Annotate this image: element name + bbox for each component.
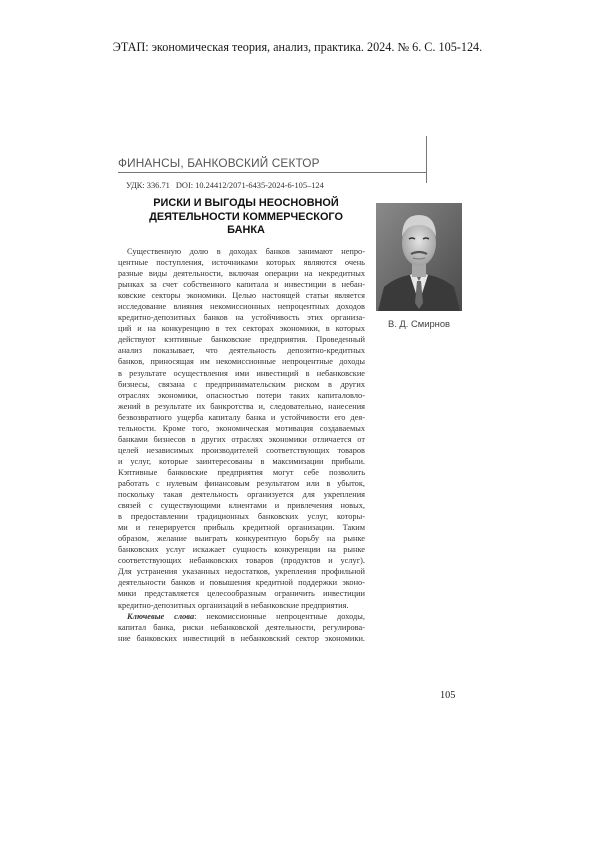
abstract-line: соответствующих небанковских товаров (продуктов и услуг).: [118, 556, 365, 566]
abstract-line: банковских услуг искажает сущность конкуренции на рынке: [118, 545, 365, 555]
keywords-label: Ключевые слова: [127, 611, 195, 621]
abstract-line: связей с существующими клиентами и привлечения новых,: [118, 501, 365, 511]
abstract-line: ковские секторы экономики. Целью настоящей статьи является: [118, 291, 365, 301]
section-rule: [118, 172, 427, 173]
abstract-line: Существенную долю в доходах банков занимают непро-: [127, 247, 365, 256]
udk-code: УДК: 336.71: [126, 181, 170, 190]
abstract-line: банков, приносящая им некомиссионные непроцентные доходы: [118, 357, 365, 367]
abstract-line: отраслях экономики, опасностью потери таких капиталовло-: [118, 390, 365, 400]
abstract-line: жений в результате их банкротства и, следовательно, нанесения: [118, 401, 365, 411]
udk-doi-line: [126, 181, 324, 190]
page-number: 105: [440, 690, 456, 701]
abstract-line: поскольку такая деятельность организуется для укрепления: [118, 490, 365, 500]
abstract-line: разные виды деятельности, включая операции на некредитных: [118, 269, 365, 279]
abstract-line: центные поступления, источниками которых являются очень: [118, 258, 365, 268]
author-photo: [376, 203, 462, 311]
section-title: ФИНАНСЫ, БАНКОВСКИЙ СЕКТОР: [118, 156, 320, 170]
abstract-line: кредитно-депозитных организаций в небанковские предприятия.: [118, 600, 349, 610]
running-header: ЭТАП: экономическая теория, анализ, практика. 2024. № 6. С. 105-124.: [112, 40, 483, 54]
abstract-line: образом, желание выиграть конкурентную борьбу на рынке: [118, 534, 365, 544]
article-title-line: ДЕЯТЕЛЬНОСТИ КОММЕРЧЕСКОГО: [149, 210, 343, 223]
abstract-line: тельности. Кроме того, экономическая мотивация создаваемых: [118, 423, 365, 433]
abstract-line: анализ показывает, что деятельность депозитно-кредитных: [118, 346, 365, 356]
keywords-line: [118, 611, 365, 622]
abstract-line: ций и на конкуренцию в тех секторах экономики, в которых: [118, 324, 365, 334]
abstract-line: в результате осуществления ими инвестиций в небанковские: [118, 368, 365, 378]
abstract-line: мики представляется целесообразным ограничить инвестиции: [118, 589, 365, 599]
abstract-line: целей независимых производителей соответствующих товаров: [118, 445, 365, 455]
abstract-line: бизнесы, связана с предпринимательским риском в других: [118, 379, 365, 389]
abstract-line: деятельности банков и повышения кредитной поддержки эконо-: [118, 578, 365, 588]
author-name: В. Д. Смирнов: [387, 318, 451, 329]
abstract-line: рынках за счет собственного капитала и инвестиции в небан-: [118, 280, 365, 290]
abstract-line: в предоставлении традиционных банковских услуг, которы-: [118, 512, 365, 522]
keywords-line: ние банковских инвестиций в небанковский сектор экономики.: [118, 633, 365, 643]
abstract-line: исследование влияния некомиссионных непроцентных доходов: [118, 302, 365, 312]
section-vertical-rule: [426, 136, 427, 183]
keywords-line: капитал банка, риски небанковской деятельности, регулирова-: [118, 622, 365, 632]
abstract-line: Кэптивные банковские предприятия могут себе позволить: [118, 467, 365, 477]
abstract-line: ми и генерируется прибыль кредитной организации. Таким: [118, 523, 365, 533]
article-title: [126, 197, 366, 238]
abstract-line: Для устранения указанных недостатков, укрепления профильной: [118, 567, 365, 577]
abstract-line: действуют кэптивные банковские предприятия. Проведенный: [118, 335, 365, 345]
article-title-line: РИСКИ И ВЫГОДЫ НЕОСНОВНОЙ: [153, 197, 339, 209]
abstract-line: и услуг, которые заинтересованы в максимизации прибыли.: [118, 456, 365, 466]
abstract-line: кредитно-депозитных банков на устойчивость этих организа-: [118, 313, 365, 323]
abstract-line: банками бизнесов в других отраслях экономики отличается от: [118, 434, 365, 444]
doi: DOI: 10.24412/2071-6435-2024-6-105–124: [175, 181, 324, 190]
keywords-text: : некомиссионные непроцентные доходы,: [194, 611, 365, 621]
abstract: [118, 246, 365, 644]
article-title-line: БАНКА: [227, 224, 265, 237]
abstract-line: безвозвратного ущерба капиталу банка и устойчивости его дея-: [118, 412, 365, 422]
abstract-line: работать с нулевым финансовым результатом или в убыток,: [118, 478, 365, 488]
